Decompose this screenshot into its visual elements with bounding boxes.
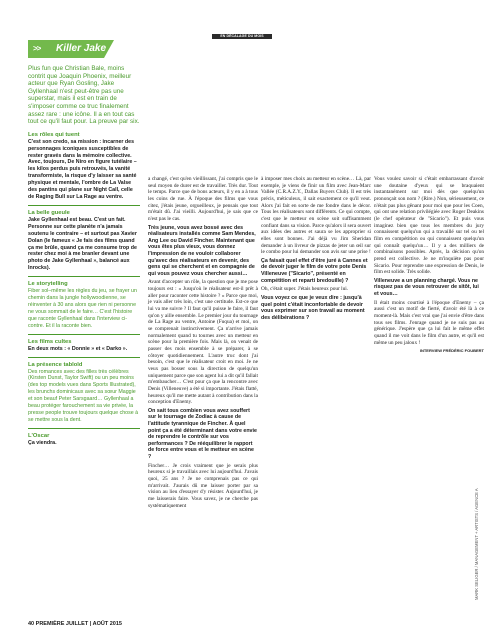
section-divider — [28, 334, 140, 335]
sidebar-section-title: La belle gueule — [28, 209, 70, 216]
section-divider — [28, 357, 140, 358]
sidebar-section-text: Des romances avec des filles très célèbres (Kirsten Dunst, Taylor Swift) ou un peu moins (des top models vues dans Sports Illustrated), les brunchs dominicaux avec sa sœur Maggie et son beauf Peter Sarsgaard… Gyllenhaal a beau protéger farouchement sa vie privée, la presse people trouve toujours quelque chose à se mettre sous la dent. — [28, 368, 139, 423]
sidebar-sections — [28, 132, 140, 447]
double-chevron-icon: >> — [33, 44, 41, 53]
interview-answer: Oh, c'était super. J'étais heureux pour lui. — [261, 286, 349, 293]
article-column-2 — [261, 176, 371, 323]
sidebar-section-text: Jake Gyllenhaal est beau. C'est un fait. Personne sur cette planète n'a jamais soutenu le contraire – et surtout pas Xavier Dolan (le fameux « Je fais des films quand ça me brûle, quand ça me consume trop de rester chez moi à me branler devant une photo de Jake Gyllenhaal », balancé aux Inrocks). — [28, 216, 137, 272]
interview-answer: a changé, c'est qu'en vieillissant, j'ai compris que le seul moyen de durer est de travailler. Très dur. Tout le temps. Parce que de bons acteurs, il y en a à tous les coins de rue. À l'époque des films que vous citez, j'étais jeune, orgueilleux, je pensais que tout m'était dû. J'ai vieilli. Aujourd'hui, je sais que ce n'est pas le cas. — [148, 176, 258, 222]
sidebar-section-title: Les films cultes — [28, 338, 72, 345]
sidebar-section-text: En deux mots : « Donnie » et « Darko ». — [28, 345, 128, 352]
sidebar-section-title: Les rôles qui tuent — [28, 131, 80, 138]
interview-answer: Vous voulez savoir si c'était embarrassant d'avoir une doutaine d'yeux qui se braquaient instantanément sur moi dès que quelqu'un prononçait son nom ? (Rire.) Non, sérieusement, ce n'était pas plus gênant pour moi que pour les Coen, qui ont une relation privilégiée avec Roger Deakins (le chef opérateur de "Sicario"). Et puis vous imaginez bien que tous les membres du jury connaissent quelqu'un qui a travaillé sur tel ou tel film en compétition ou qui connaissent quelqu'un qui connaît quelqu'un… Il y a des milliers de combinaisons possibles. Après, la décision qu'on prend est collective. Je ne m'inquiète pas pour Sicario. Pour reprendre une expression de Denis, le film est solide. Très solide. — [374, 176, 484, 276]
section-eyebrow: EN DÉCALAGE DU MOIS — [212, 34, 272, 39]
sidebar-section-title: L'Oscar — [28, 432, 50, 439]
interview-question: Ça faisait quel effet d'être juré à Cannes et de devoir juger le film de votre pote Denis Villeneuve ("Sicario", présenté en compétition et reparti bredouille) ? — [261, 257, 368, 284]
photo-credit: MARK SELIGER / MANAGEMENT + ARTISTS / AGENCE A — [474, 488, 479, 600]
interview-answer: Avant d'accepter un rôle, la question que je me pose toujours est : « Jusqu'où le réalisateur est-il prêt à aller pour raconter cette histoire ? » Parce que moi, je vais aller très loin, c'est une certitude. Est-ce que lui va me suivre ? Il faut qu'il puisse le faire, il faut qu'on y aille ensemble. Le premier jour du tournage de La Rage au ventre, Antoine (Fuqua) et moi, on se comprenait instinctivement. Ça n'arrive jamais normalement quand tu tournes avec un metteur en scène pour la première fois. Mais là, on venait de passer des mois ensemble à se préparer, à se côtoyer quotidiennement. L'autre truc dont j'ai besoin, c'est que le réalisateur croit en moi. Je ne veux pas bosser sous la direction de quelqu'un uniquement parce que son agent lui a dit qu'il fallait m'embaucher… C'est pour ça que la rencontre avec Denis (Villeneuve) a été si importante. J'étais flatté, heureux qu'il me mette autant à contribution dans la conception d'Enemy. — [148, 279, 258, 406]
sidebar-section-title: La présence tabloïd — [28, 361, 83, 368]
page-footer: 40 PREMIÈRE JUILLET | AOÛT 2015 — [28, 621, 122, 627]
interview-question: Vous voyez ce que je veux dire : jusqu'à quel point c'était inconfortable de devoir vous exprimer sur son travail au moment des délibérations ? — [261, 294, 365, 321]
article-column-1 — [148, 176, 258, 511]
section-divider — [28, 276, 140, 277]
interview-answer: à imposer mes choix au metteur en scène… Là, par exemple, je viens de finir un film avec Jean-Marc Vallée (C.R.A.Z.Y., Dallas Buyers Club). Il est très précis, méticuleux, il sait exactement ce qu'il veut. Alors j'ai fait en sorte de me fondre dans le décor. Tous les réalisateurs sont différents. Ce qui compte, c'est que le metteur en scène soit suffisamment confiant dans sa vision. Parce qu'alors il sera ouvert aux idées des autres et saura se les approprier si elles sont bonnes. J'ai déjà vu Jim Sheridan demander à un livreur de pizzas de jeter un œil sur le combo pour lui demander son avis sur une prise ! — [261, 176, 371, 256]
interview-question: On sait tous combien vous avez souffert sur le tournage de Zodiac à cause de l'attitude tyrannique de Fincher. À quel point ça a été déterminant dans votre envie de reprendre le contrôle sur vos performances ? De rééquilibrer le rapport de force entre vous et le metteur en scène ? — [148, 407, 257, 460]
sidebar-banner — [28, 40, 140, 58]
sidebar-box — [28, 40, 140, 530]
sidebar-section-text: Ça viendra. — [28, 439, 57, 446]
interview-question: Villeneuve a un planning chargé. Vous ne risquez pas de vous retrouver de sitôt, lui et vous… — [374, 277, 479, 298]
section-divider — [28, 428, 140, 429]
interview-answer: Fincher… Je crois vraiment que je serais plus heureux si je travaillais avec lui aujourd'hui. J'avais quoi, 25 ans ? Je ne comprenais pas ce qui m'arrivait. J'aurais dû me laisser porter par sa vision au lieu d'essayer d'y résister. Aujourd'hui, je me laisserais faire. Vous savez, je ne cherche pas systématiquement — [148, 462, 258, 509]
interview-signature: INTERVIEW FRÉDÉRIC FOUBERT — [419, 348, 484, 354]
sidebar-section-text: Fiber sol–même les règles du jeu, se frayer un chemin dans la jungle hollywoodienne, se réinventer à 30 ans alors que rien ni personne ne vous sommait de le faire… C'est l'histoire que raconte Gyllenhaal dans l'interview ci-contre. Et il la raconte bien. — [28, 288, 137, 329]
interview-question: Très jeune, vous avez bossé avec des réalisateurs installés comme Sam Mendes, Ang Lee ou David Fincher. Maintenant que vous êtes plus vieux, vous donnez l'impression de ne vouloir collaborer qu'avec des réalisateurs en devenir, des gens qui se cherchent et en compagnie de qui vous pouvez vous chercher aussi… — [148, 224, 256, 277]
section-divider — [28, 205, 140, 206]
sidebar-intro: Plus fun que Christian Bale, moins contrit que Joaquin Phoenix, meilleur acteur que Ryan Gosling, Jake Gyllenhaal n'est peut-être pas une superstar, mais il est en train de s'imposer comme ce truc finalement assez rare : une icône. Il a en tout cas tout ce qu'il faut pour. La preuve par six. — [28, 65, 140, 126]
sidebar-title: Killer Jake — [56, 43, 107, 54]
sidebar-section-text: C'est son credo, sa mission : incarner des personnages iconiques susceptibles de rester gravés dans la mémoire collective. Avec, toujours, De Niro en figure tutélaire – les kilos perdus puis retrouvés, la vanité transformiste, la risque d'y laisser sa santé physique et mentale, l'ombre de La Valse des pantins qui plane sur Night Call, celle de Raging Bull sur La Rage au ventre. — [28, 138, 137, 200]
article-column-3 — [374, 176, 484, 357]
sidebar-section-title: Le storytelling — [28, 281, 68, 288]
interview-answer: Il était moins courtisé à l'époque d'Enemy – ça aussi c'est un motif de fierté, d'avoir été là à ce moment-là. Mais c'est vrai que j'ai envie d'être dans tous ses films. J'enrage quand je ne suis pas au générique. J'espère que ça lui fait le même effet quand il me voit dans le film d'un autre, et qu'il est même un peu jaloux ! — [374, 299, 484, 346]
